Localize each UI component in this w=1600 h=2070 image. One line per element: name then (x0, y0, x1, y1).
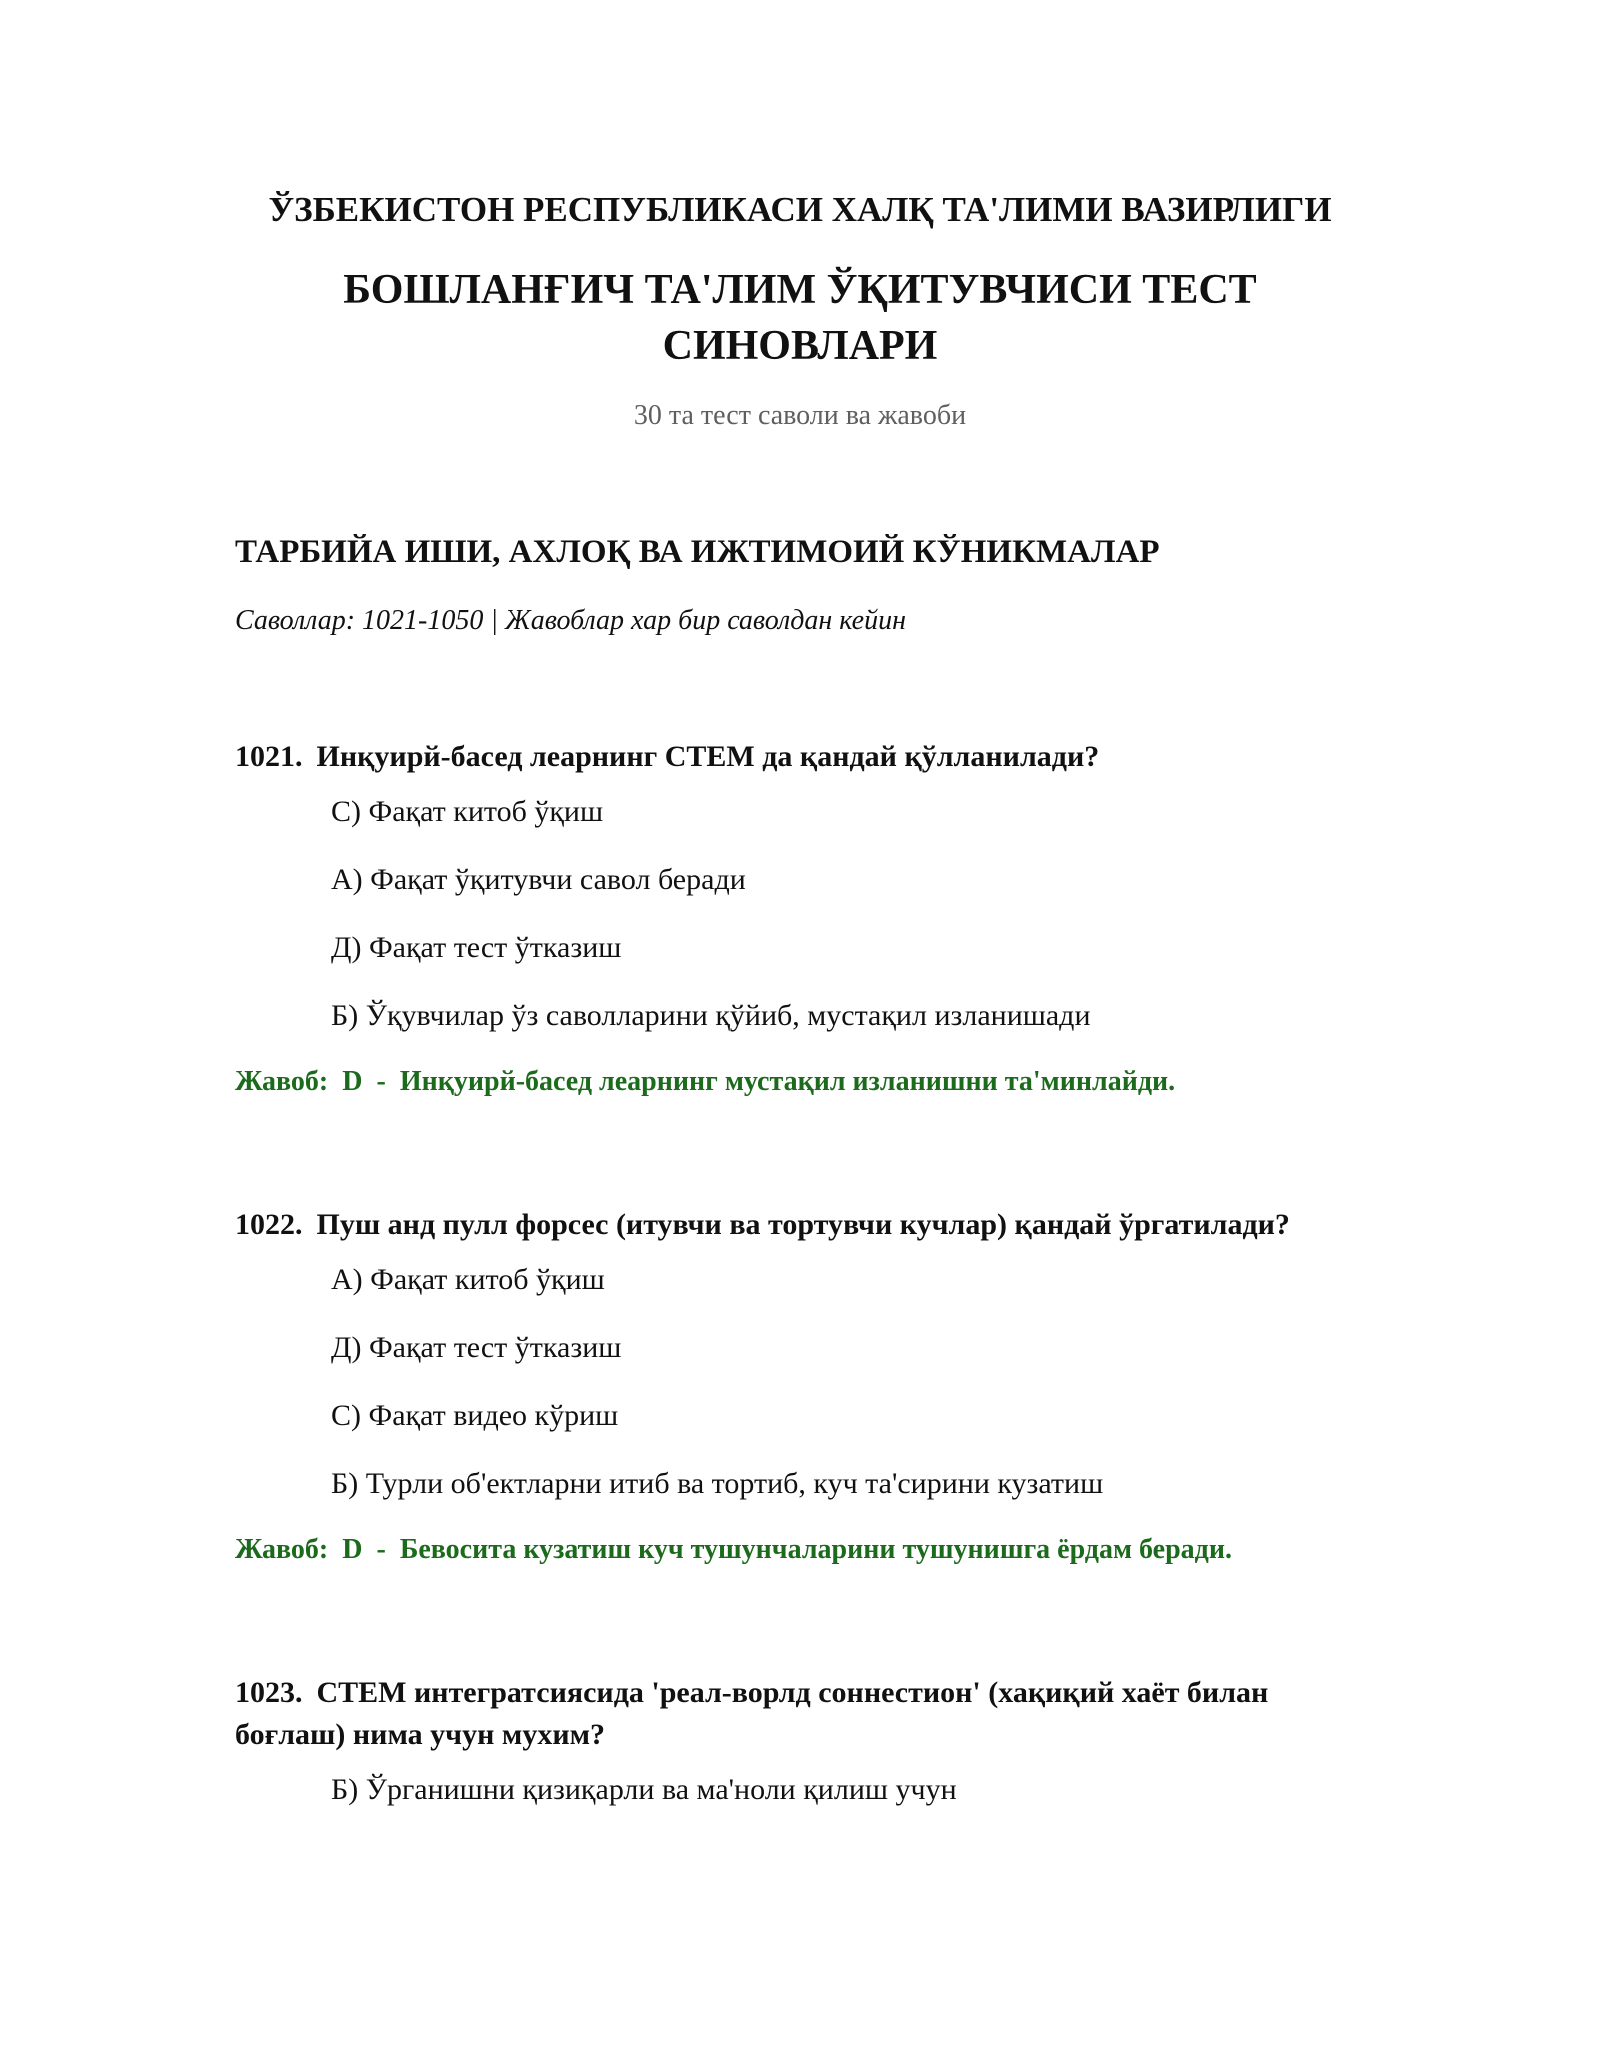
question-text (235, 736, 1375, 778)
question-number: 1023. (235, 1676, 303, 1709)
answer-options (235, 778, 1375, 1050)
question-number: 1021. (235, 740, 303, 773)
question-text (235, 1672, 1375, 1756)
question-number: 1022. (235, 1208, 303, 1241)
answer-option: Д) Фақат тест ўтказиш (331, 931, 622, 964)
answer-option: Б) Турли об'ектларни итиб ва тортиб, куч та'сирини кузатиш (331, 1467, 1104, 1500)
answer-options (235, 1246, 1375, 1518)
question-text (235, 1204, 1375, 1246)
answer-option: Б) Ўқувчилар ўз саволларини қўйиб, мустақил изланишади (331, 999, 1091, 1032)
document-title: БОШЛАНҒИЧ ТА'ЛИМ ЎҚИТУВЧИСИ ТЕСТ СИНОВЛАРИ (343, 267, 1257, 369)
answer-option: С) Фақат китоб ўқиш (331, 795, 604, 828)
answer-option: Д) Фақат тест ўтказиш (331, 1331, 622, 1364)
answer-line (235, 1050, 1375, 1100)
answer-option: С) Фақат видео кўриш (331, 1399, 619, 1432)
answer-label: Жавоб: (235, 1534, 329, 1565)
question-block (235, 1672, 1375, 1824)
answer-option: А) Фақат китоб ўқиш (331, 1263, 605, 1296)
question-label: СТЕМ интегратсиясида 'реал-ворлд соннестион' (хақиқий хаёт билан боғлаш) нима учун мухим? (235, 1676, 1269, 1751)
question-block (235, 736, 1375, 1100)
answer-explanation: Инқуирй-басед леарнинг мустақил изланишни та'минлайди. (399, 1066, 1176, 1097)
question-label: Инқуирй-басед леарнинг СТЕМ да қандай қўлланилади? (316, 740, 1100, 773)
answer-dash: - (376, 1534, 386, 1565)
answer-option: А) Фақат ўқитувчи савол беради (331, 863, 746, 896)
document-subtitle: 30 та тест саволи ва жавоби (633, 400, 967, 431)
answer-dash: - (376, 1066, 386, 1097)
answer-explanation: Бевосита кузатиш куч тушунчаларини тушунишга ёрдам беради. (399, 1534, 1232, 1565)
answer-label: Жавоб: (235, 1066, 329, 1097)
question-block (235, 1204, 1375, 1568)
answer-letter: D (342, 1066, 363, 1097)
answer-options (235, 1756, 1375, 1824)
ministry-heading: ЎЗБЕКИСТОН РЕСПУБЛИКАСИ ХАЛҚ ТА'ЛИМИ ВАЗИРЛИГИ (268, 190, 1332, 229)
section-title: ТАРБИЙА ИШИ, АХЛОҚ ВА ИЖТИМОИЙ КЎНИКМАЛАР (235, 534, 1160, 570)
question-label: Пуш анд пулл форсес (итувчи ва тортувчи кучлар) қандай ўргатилади? (316, 1208, 1290, 1241)
section-meta: Саволлар: 1021-1050 | Жавоблар хар бир саволдан кейин (235, 605, 906, 636)
answer-option: Б) Ўрганишни қизиқарли ва ма'ноли қилиш учун (331, 1773, 957, 1806)
answer-line (235, 1518, 1375, 1568)
answer-letter: D (342, 1534, 363, 1565)
